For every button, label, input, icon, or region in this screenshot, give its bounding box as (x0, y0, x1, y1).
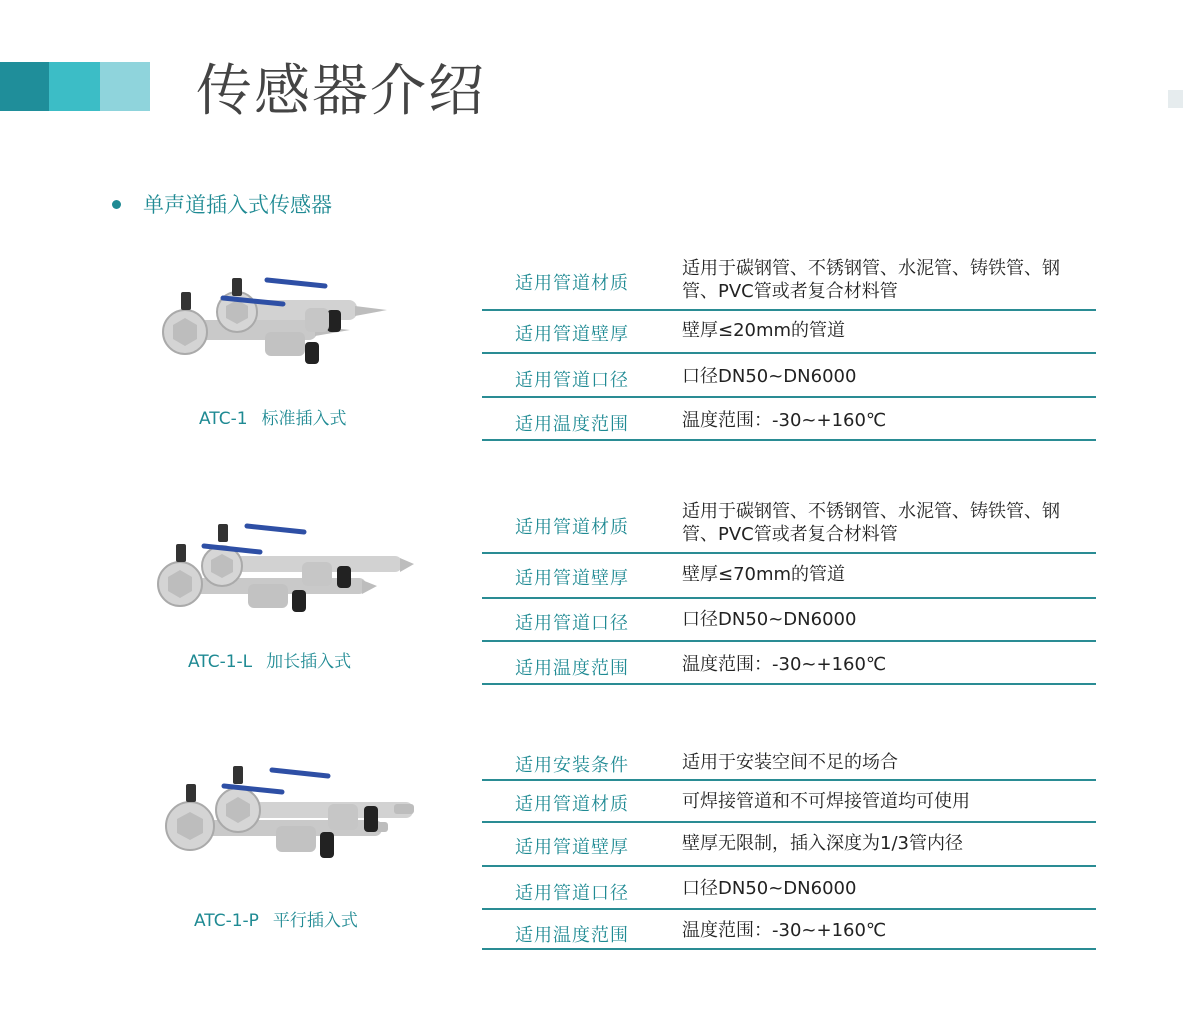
product-model: ATC-1-L (188, 652, 253, 672)
spec-row (482, 254, 1096, 311)
spec-row (482, 599, 1096, 642)
spec-row (482, 497, 1096, 554)
spec-value: 温度范围：-30~+160℃ (682, 920, 887, 941)
spec-label: 适用安装条件 (515, 755, 629, 776)
product-caption (199, 404, 347, 429)
product-caption (194, 906, 358, 931)
spec-label: 适用管道壁厚 (515, 568, 629, 589)
spec-row (482, 554, 1096, 599)
header-bar-dark (0, 62, 49, 111)
spec-value: 口径DN50~DN6000 (682, 878, 857, 899)
spec-label: 适用管道材质 (515, 273, 629, 294)
section-subtitle-text: 单声道插入式传感器 (143, 193, 332, 217)
product-caption (188, 647, 351, 672)
spec-value: 温度范围：-30~+160℃ (682, 410, 887, 431)
spec-row (482, 311, 1096, 354)
spec-row (482, 781, 1096, 823)
spec-label: 适用管道口径 (515, 613, 629, 634)
spec-value: 适用于碳钢管、不锈钢管、水泥管、铸铁管、钢管、PVC管或者复合材料管 (682, 258, 1060, 302)
sensor-image (152, 518, 417, 628)
product-name: 加长插入式 (266, 652, 352, 672)
spec-row (482, 354, 1096, 398)
product-model: ATC-1-P (194, 911, 259, 931)
section-subtitle (112, 190, 332, 220)
spec-label: 适用管道口径 (515, 370, 629, 391)
page-title: 传感器介绍 (196, 59, 486, 124)
spec-value: 适用于碳钢管、不锈钢管、水泥管、铸铁管、钢管、PVC管或者复合材料管 (682, 501, 1060, 545)
spec-value: 口径DN50~DN6000 (682, 366, 857, 387)
spec-value: 可焊接管道和不可焊接管道均可使用 (682, 791, 970, 812)
spec-label: 适用温度范围 (515, 658, 629, 679)
spec-label: 适用温度范围 (515, 414, 629, 435)
product-model: ATC-1 (199, 409, 248, 429)
product-name: 标准插入式 (261, 409, 347, 429)
spec-label: 适用管道壁厚 (515, 837, 629, 858)
spec-value: 壁厚无限制，插入深度为1/3管内径 (682, 833, 963, 854)
bullet-dot-icon (112, 200, 121, 209)
spec-value: 口径DN50~DN6000 (682, 609, 857, 630)
spec-row (482, 910, 1096, 950)
spec-row (482, 867, 1096, 910)
spec-value: 壁厚≤20mm的管道 (682, 320, 846, 341)
spec-label: 适用管道材质 (515, 794, 629, 815)
spec-label: 适用温度范围 (515, 925, 629, 946)
spec-value: 温度范围：-30~+160℃ (682, 654, 887, 675)
spec-label: 适用管道口径 (515, 883, 629, 904)
header-bar-mid (49, 62, 100, 111)
spec-value: 壁厚≤70mm的管道 (682, 564, 846, 585)
spec-label: 适用管道壁厚 (515, 324, 629, 345)
spec-row (482, 742, 1096, 781)
spec-label: 适用管道材质 (515, 517, 629, 538)
side-tab (1168, 90, 1183, 108)
header-bar-light (100, 62, 150, 111)
product-name: 平行插入式 (272, 911, 358, 931)
spec-row (482, 398, 1096, 441)
spec-value: 适用于安装空间不足的场合 (682, 752, 898, 773)
spec-row (482, 823, 1096, 867)
sensor-image (158, 762, 423, 877)
spec-row (482, 642, 1096, 685)
sensor-image (155, 270, 395, 380)
